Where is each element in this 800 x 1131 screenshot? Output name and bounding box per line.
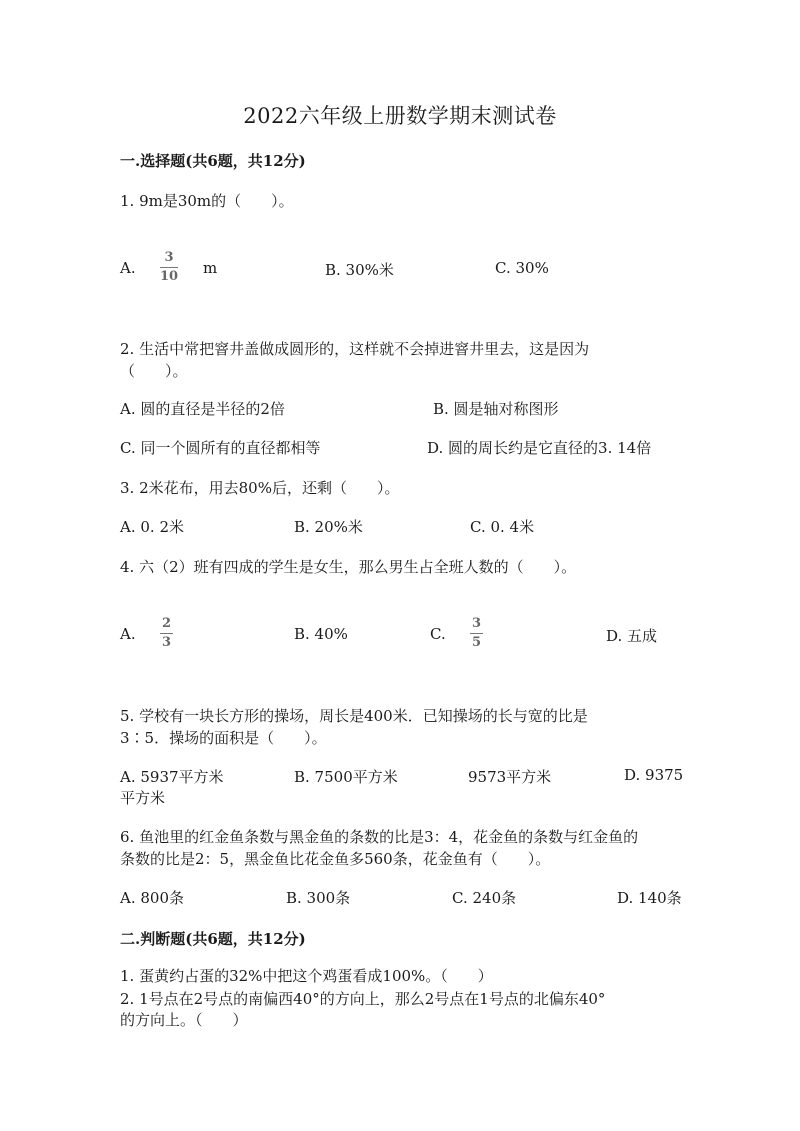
question-3-option-a: A. 0. 2米 — [120, 518, 184, 536]
option-label: A. — [120, 625, 136, 643]
question-4-stem: 4. 六（2）班有四成的学生是女生，那么男生占全班人数的（ ）。 — [120, 558, 577, 576]
question-3-option-c: C. 0. 4米 — [470, 518, 535, 536]
question-1-option-c: C. 30% — [495, 259, 549, 277]
fraction-bar — [160, 267, 178, 268]
question-6-stem-line2: 条数的比是2：5，黑金鱼比花金鱼多560条，花金鱼有（ ）。 — [120, 850, 551, 868]
section-heading-choice: 一.选择题(共6题，共12分) — [120, 152, 306, 170]
question-6-option-b: B. 300条 — [286, 889, 351, 907]
question-1-option-b: B. 30%米 — [325, 261, 394, 279]
section-heading-judgment: 二.判断题(共6题，共12分) — [120, 930, 306, 948]
fraction-numerator: 3 — [472, 616, 482, 631]
question-5-stem-line2: 3∶5．操场的面积是（ ）。 — [120, 729, 327, 747]
question-2-stem-line2: （ ）。 — [120, 362, 188, 380]
question-4-option-c — [430, 625, 446, 643]
question-6-option-d: D. 140条 — [617, 889, 682, 907]
fraction-denominator: 10 — [160, 269, 179, 284]
fraction-bar — [470, 633, 483, 634]
judgment-2-line2: 的方向上。（ ） — [120, 1011, 248, 1029]
question-6-option-a: A. 800条 — [120, 889, 184, 907]
judgment-2-line1: 2. 1号点在2号点的南偏西40°的方向上，那么2号点在1号点的北偏东40° — [120, 990, 606, 1008]
fraction-denominator: 5 — [472, 635, 482, 650]
question-6-option-c: C. 240条 — [452, 889, 517, 907]
judgment-1: 1. 蛋黄约占蛋的32%中把这个鸡蛋看成100%。（ ） — [120, 967, 493, 985]
fraction-bar — [160, 633, 173, 634]
question-5-option-d-continued: 平方米 — [120, 789, 166, 807]
question-5-option-b: B. 7500平方米 — [294, 768, 398, 786]
question-5-stem-line1: 5. 学校有一块长方形的操场，周长是400米．已知操场的长与宽的比是 — [120, 707, 588, 725]
question-3-stem: 3. 2米花布，用去80%后，还剩（ ）。 — [120, 479, 400, 497]
fraction-numerator: 3 — [164, 250, 174, 265]
fraction-denominator: 3 — [162, 635, 172, 650]
question-5-option-c: 9573平方米 — [468, 768, 552, 786]
option-label: A. — [120, 259, 136, 277]
question-4-option-a — [120, 625, 136, 643]
question-1-option-a — [120, 259, 136, 277]
question-2-stem-line1: 2. 生活中常把窨井盖做成圆形的，这样就不会掉进窨井里去，这是因为 — [120, 340, 590, 358]
question-2-option-c: C. 同一个圆所有的直径都相等 — [120, 439, 321, 457]
question-1-option-a-unit: m — [203, 259, 218, 277]
fraction-numerator: 2 — [162, 616, 172, 631]
question-1-option-a-fraction — [160, 250, 178, 285]
question-6-stem-line1: 6. 鱼池里的红金鱼条数与黑金鱼的条数的比是3：4，花金鱼的条数与红金鱼的 — [120, 828, 639, 846]
page-title: 2022六年级上册数学期末测试卷 — [243, 104, 557, 128]
question-2-option-a: A. 圆的直径是半径的2倍 — [120, 400, 285, 418]
question-4-option-d: D. 五成 — [606, 627, 658, 645]
question-4-option-b: B. 40% — [294, 625, 348, 643]
option-label: C. — [430, 625, 446, 643]
question-4-option-c-fraction — [470, 616, 483, 651]
question-5-option-a: A. 5937平方米 — [120, 768, 224, 786]
question-1-stem: 1. 9m是30m的（ ）。 — [120, 192, 294, 210]
question-2-option-d: D. 圆的周长约是它直径的3. 14倍 — [427, 439, 652, 457]
question-3-option-b: B. 20%米 — [294, 518, 363, 536]
question-2-option-b: B. 圆是轴对称图形 — [433, 400, 559, 418]
question-4-option-a-fraction — [160, 616, 173, 651]
question-5-option-d: D. 9375 — [624, 766, 684, 784]
